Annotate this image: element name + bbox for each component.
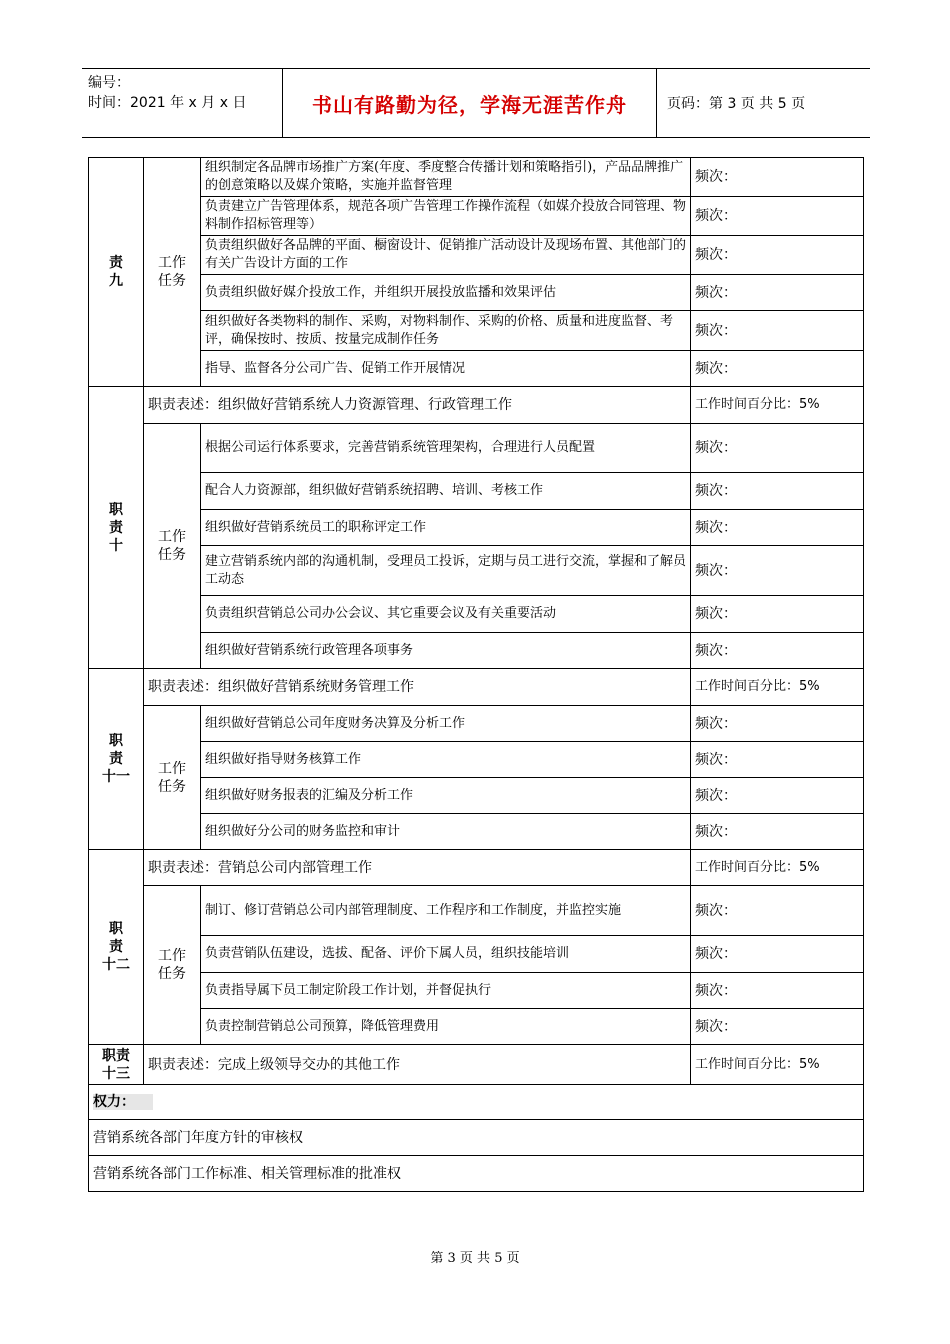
frequency-cell: 频次： (691, 936, 864, 973)
task-text: 建立营销系统内部的沟通机制，受理员工投诉，定期与员工进行交流，掌握和了解员工动态 (201, 546, 691, 596)
frequency-cell: 频次： (691, 510, 864, 546)
table-row (89, 850, 864, 886)
frequency-cell: 频次： (691, 742, 864, 778)
page-footer: 第 3 页 共 5 页 (430, 1251, 520, 1266)
frequency-cell: 频次： (691, 473, 864, 510)
task-text: 负责控制营销总公司预算，降低管理费用 (201, 1009, 691, 1045)
header-meta (82, 69, 282, 137)
resp-label: 职 责 十 (89, 387, 144, 669)
table-row (89, 1120, 864, 1156)
table-row (89, 973, 864, 1009)
frequency-cell: 频次： (691, 158, 864, 197)
task-text: 组织做好财务报表的汇编及分析工作 (201, 778, 691, 814)
frequency-cell: 频次： (691, 814, 864, 850)
table-row (89, 886, 864, 936)
frequency-cell: 频次： (691, 706, 864, 742)
resp-label: 职 责 十二 (89, 850, 144, 1045)
task-text: 负责组织做好各品牌的平面、橱窗设计、促销推广活动设计及现场布置、其他部门的有关广告设计方面的工作 (201, 236, 691, 275)
table-row (89, 1009, 864, 1045)
task-text: 组织做好营销系统行政管理各项事务 (201, 633, 691, 669)
page-header (82, 68, 870, 138)
task-text: 负责指导属下员工制定阶段工作计划，并督促执行 (201, 973, 691, 1009)
task-text: 负责建立广告管理体系，规范各项广告管理工作操作流程（如媒介投放合同管理、物料制作招标管理等） (201, 197, 691, 236)
document-number-label: 编号： (88, 75, 130, 91)
table-row (89, 706, 864, 742)
table-row (89, 742, 864, 778)
table-row (89, 1156, 864, 1192)
table-row (89, 778, 864, 814)
time-percent: 工作时间百分比：5% (691, 669, 864, 706)
task-text: 配合人力资源部，组织做好营销系统招聘、培训、考核工作 (201, 473, 691, 510)
table-row (89, 1045, 864, 1085)
power-heading-cell (89, 1085, 864, 1120)
table-row (89, 546, 864, 596)
resp-label: 职责 十三 (89, 1045, 144, 1085)
task-text: 负责营销队伍建设，选拔、配备、评价下属人员，组织技能培训 (201, 936, 691, 973)
header-page-info: 页码：第 3 页 共 5 页 (667, 96, 806, 112)
frequency-cell: 频次： (691, 546, 864, 596)
time-percent: 工作时间百分比：5% (691, 387, 864, 424)
frequency-cell: 频次： (691, 886, 864, 936)
table-row (89, 633, 864, 669)
table-row (89, 510, 864, 546)
task-category: 工作 任务 (144, 158, 201, 387)
table-row (89, 473, 864, 510)
frequency-cell: 频次： (691, 778, 864, 814)
task-text: 组织做好各类物料的制作、采购，对物料制作、采购的价格、质量和进度监督、考评，确保按时、按质、按量完成制作任务 (201, 311, 691, 351)
resp-description: 职责表述：组织做好营销系统人力资源管理、行政管理工作 (144, 387, 691, 424)
power-item: 营销系统各部门年度方针的审核权 (89, 1120, 864, 1156)
frequency-cell: 频次： (691, 424, 864, 473)
time-percent: 工作时间百分比：5% (691, 850, 864, 886)
resp-label: 责 九 (89, 158, 144, 387)
task-text: 组织制定各品牌市场推广方案(年度、季度整合传播计划和策略指引)，产品品牌推广的创意策略以及媒介策略，实施并监督管理 (201, 158, 691, 197)
table-row (89, 351, 864, 387)
task-category: 工作 任务 (144, 886, 201, 1045)
table-row (89, 236, 864, 275)
table-row (89, 275, 864, 311)
table-row (89, 311, 864, 351)
frequency-cell: 频次： (691, 275, 864, 311)
table-row (89, 424, 864, 473)
table-row (89, 158, 864, 197)
frequency-cell: 频次： (691, 197, 864, 236)
frequency-cell: 频次： (691, 596, 864, 633)
table-row (89, 936, 864, 973)
task-text: 组织做好营销总公司年度财务决算及分析工作 (201, 706, 691, 742)
table-row (89, 596, 864, 633)
header-motto: 书山有路勤为径，学海无涯苦作舟 (282, 69, 657, 137)
task-text: 制订、修订营销总公司内部管理制度、工作程序和工作制度，并监控实施 (201, 886, 691, 936)
time-percent: 工作时间百分比：5% (691, 1045, 864, 1085)
task-text: 组织做好营销系统员工的职称评定工作 (201, 510, 691, 546)
table-row (89, 197, 864, 236)
frequency-cell: 频次： (691, 236, 864, 275)
document-date: 时间：2021 年 x 月 x 日 (88, 95, 247, 111)
power-item: 营销系统各部门工作标准、相关管理标准的批准权 (89, 1156, 864, 1192)
resp-description: 职责表述：组织做好营销系统财务管理工作 (144, 669, 691, 706)
task-text: 组织做好分公司的财务监控和审计 (201, 814, 691, 850)
frequency-cell: 频次： (691, 633, 864, 669)
task-category: 工作 任务 (144, 706, 201, 850)
power-heading: 权力： (93, 1094, 153, 1110)
resp-description: 职责表述：营销总公司内部管理工作 (144, 850, 691, 886)
task-text: 负责组织做好媒介投放工作，并组织开展投放监播和效果评估 (201, 275, 691, 311)
frequency-cell: 频次： (691, 311, 864, 351)
resp-label: 职 责 十一 (89, 669, 144, 850)
frequency-cell: 频次： (691, 973, 864, 1009)
task-text: 组织做好指导财务核算工作 (201, 742, 691, 778)
responsibility-table (88, 157, 864, 1192)
frequency-cell: 频次： (691, 1009, 864, 1045)
task-text: 负责组织营销总公司办公会议、其它重要会议及有关重要活动 (201, 596, 691, 633)
table-row (89, 814, 864, 850)
task-category: 工作 任务 (144, 424, 201, 669)
table-row (89, 669, 864, 706)
resp-description: 职责表述：完成上级领导交办的其他工作 (144, 1045, 691, 1085)
task-text: 指导、监督各分公司广告、促销工作开展情况 (201, 351, 691, 387)
frequency-cell: 频次： (691, 351, 864, 387)
table-row (89, 1085, 864, 1120)
task-text: 根据公司运行体系要求，完善营销系统管理架构，合理进行人员配置 (201, 424, 691, 473)
table-row (89, 387, 864, 424)
